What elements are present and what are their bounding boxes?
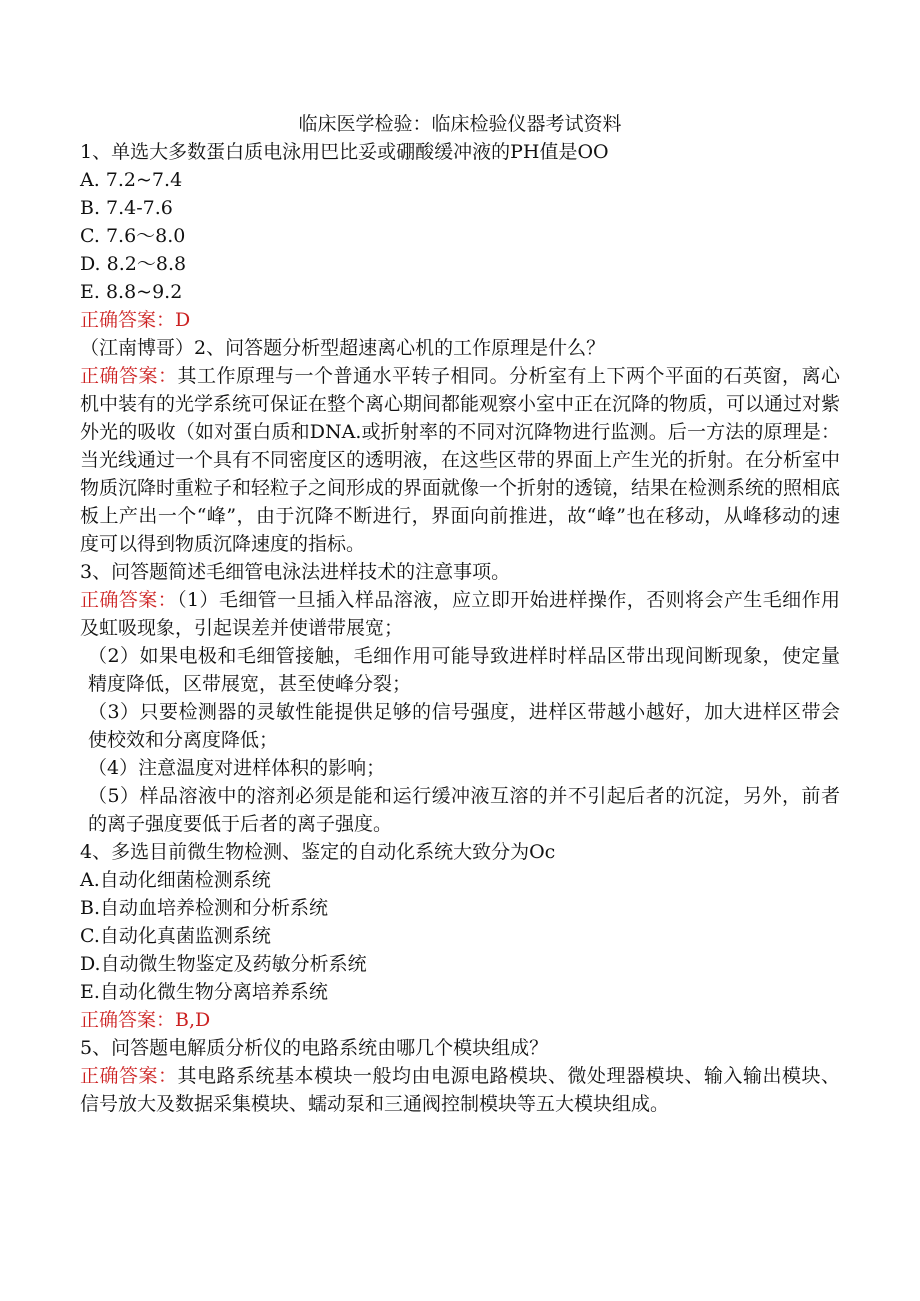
q2-answer — [80, 362, 840, 558]
q5-answer-text: 其电路系统基本模块一般均由电源电路模块、微处理器模块、输入输出模块、信号放大及数据采集模块、蠕动泵和三通阀控制模块等五大模块组成。 — [80, 1065, 840, 1115]
q4-option-c: C.自动化真菌监测系统 — [80, 925, 271, 947]
q1-answer — [80, 306, 840, 334]
answer-label: 正确答案： — [80, 589, 178, 611]
answer-label: 正确答案： — [80, 1065, 178, 1087]
q4-option-b: B.自动血培养检测和分析系统 — [80, 897, 329, 919]
q3-answer-point-2: （2）如果电极和毛细管接触，毛细作用可能导致进样时样品区带出现间断现象，使定量精度降低，区带展宽，甚至使峰分裂； — [88, 645, 840, 695]
q1-option-e: E. 8.8~9.2 — [80, 281, 183, 303]
q4-stem: 4、多选目前微生物检测、鉴定的自动化系统大致分为Oc — [80, 841, 556, 863]
q4-option-a: A.自动化细菌检测系统 — [80, 869, 271, 891]
q4-option-d: D.自动微生物鉴定及药敏分析系统 — [80, 953, 367, 975]
answer-label: 正确答案： — [80, 365, 178, 387]
q3-stem: 3、问答题简述毛细管电泳法进样技术的注意事项。 — [80, 561, 511, 583]
q5-stem: 5、问答题电解质分析仪的电路系统由哪几个模块组成？ — [80, 1037, 549, 1059]
q5-answer — [80, 1062, 840, 1118]
q3-answer-point-1: （1）毛细管一旦插入样品溶液，应立即开始进样操作，否则将会产生毛细作用及虹吸现象，引起误差并使谱带展宽； — [80, 589, 840, 639]
q1-option-a: A. 7.2~7.4 — [80, 169, 183, 191]
answer-label: 正确答案： — [80, 309, 176, 331]
q3-answer-point-4: （4）注意温度对进样体积的影响； — [88, 757, 386, 779]
q4-option-e: E.自动化微生物分离培养系统 — [80, 981, 328, 1003]
q2-stem: （江南博哥）2、问答题分析型超速离心机的工作原理是什么？ — [80, 337, 606, 359]
answer-label: 正确答案： — [80, 1009, 176, 1031]
q1-option-c: C. 7.6～8.0 — [80, 225, 186, 247]
q2-answer-text: 其工作原理与一个普通水平转子相同。分析室有上下两个平面的石英窗，离心机中装有的光学系统可保证在整个离心期间都能观察小室中正在沉降的物质，可以通过对紫外光的吸收（如对蛋白质和DNA.或折射率的不同对沉降物进行监测。后一方法的原理是：当光线通过一个具有不同密度区的透明液，在这些区带的界面上产生光的折射。在分析室中物质沉降时重粒子和轻粒子之间形成的界面就像一个折射的透镜，结果在检测系统的照相底板上产出一个“峰”，由于沉降不断进行，界面向前推进，故“峰”也在移动，从峰移动的速度可以得到物质沉降速度的指标。 — [80, 365, 841, 555]
q4-answer — [80, 1006, 840, 1034]
q3-answer-point-5: （5）样品溶液中的溶剂必须是能和运行缓冲液互溶的并不引起后者的沉淀，另外，前者的离子强度要低于后者的离子强度。 — [88, 785, 840, 835]
q1-stem: 1、单选大多数蛋白质电泳用巴比妥或硼酸缓冲液的PH值是OO — [80, 141, 609, 163]
q1-option-d: D. 8.2～8.8 — [80, 253, 187, 275]
document-title: 临床医学检验：临床检验仪器考试资料 — [298, 113, 622, 135]
q1-answer-value: D — [175, 309, 191, 331]
q1-option-b: B. 7.4-7.6 — [80, 197, 173, 219]
q4-answer-value: B,D — [175, 1009, 211, 1031]
q3-answer-point-3: （3）只要检测器的灵敏性能提供足够的信号强度，进样区带越小越好，加大进样区带会使校效和分离度降低； — [88, 701, 840, 751]
q3-answer — [80, 586, 840, 642]
